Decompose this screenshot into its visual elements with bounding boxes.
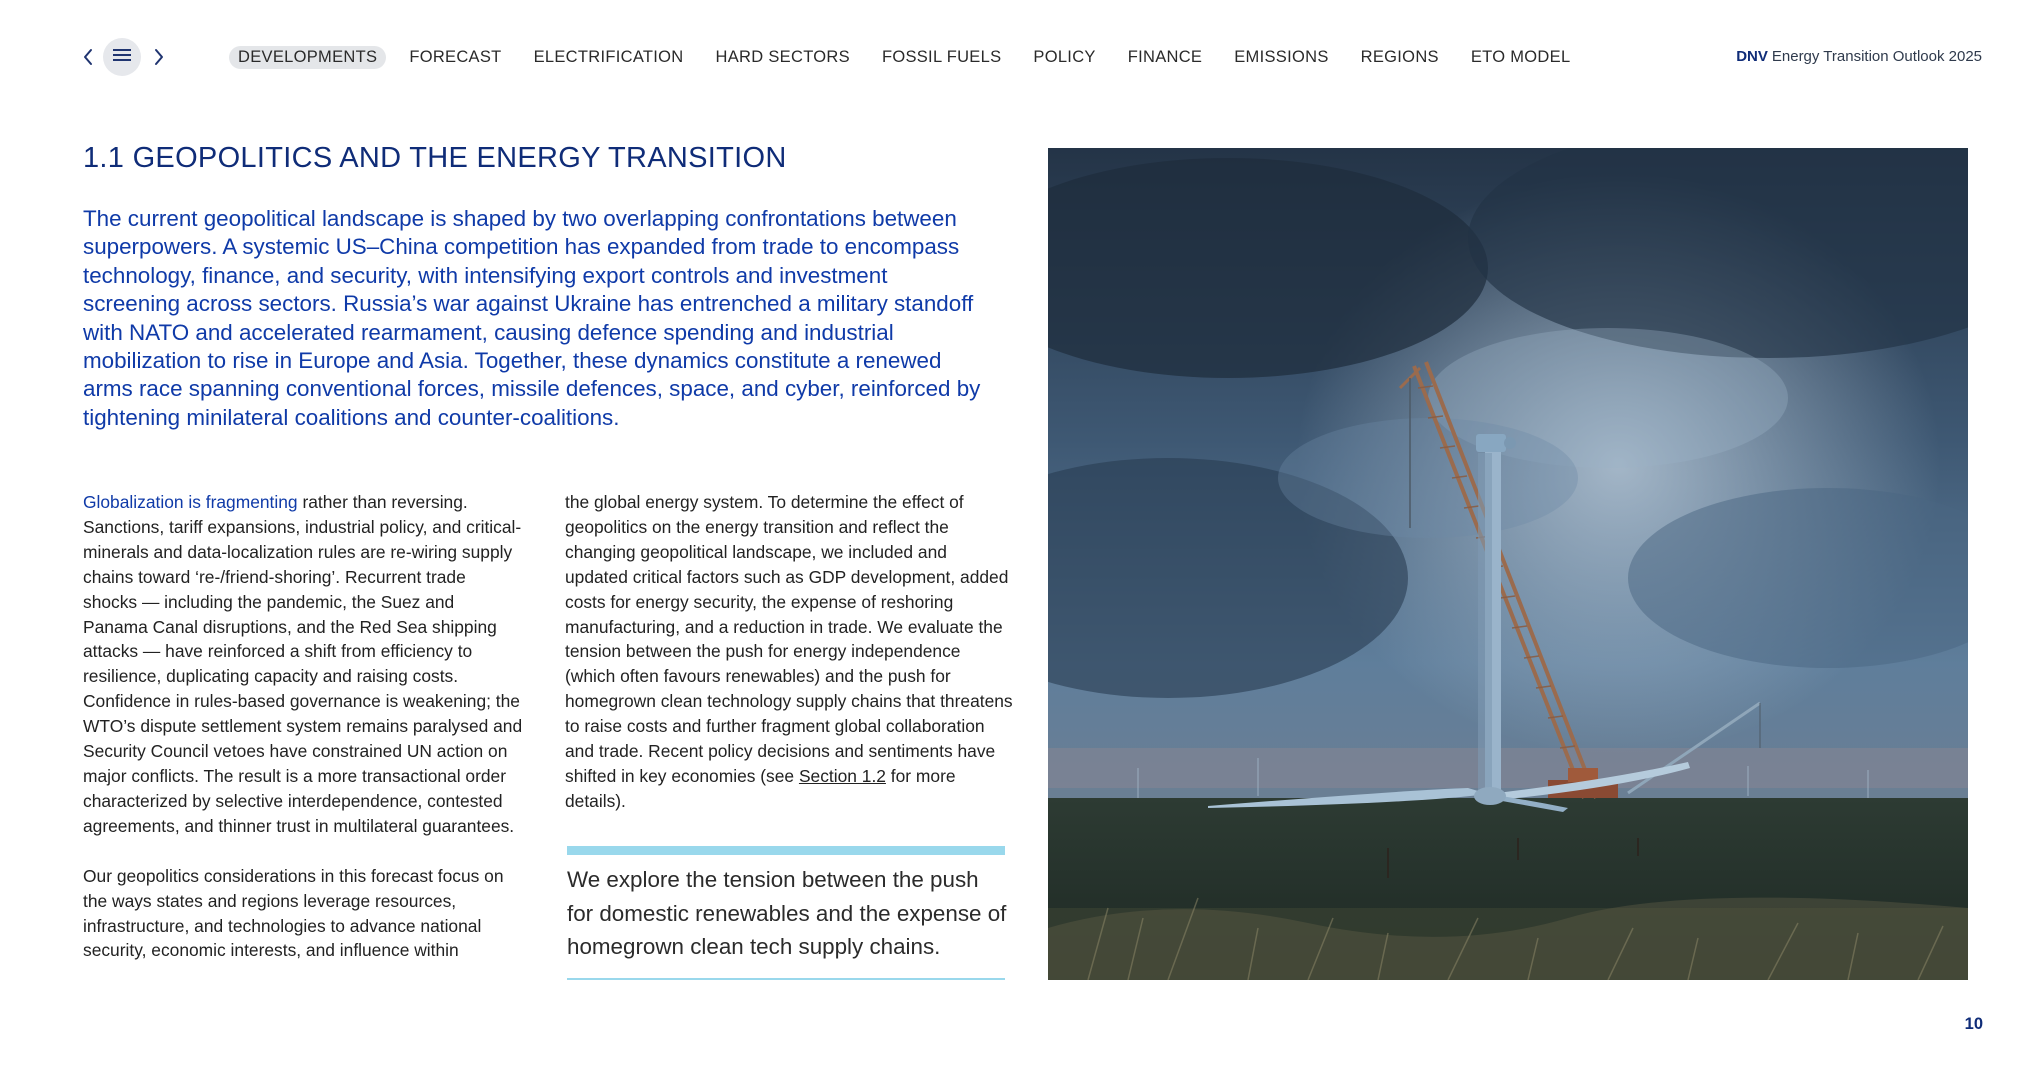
chevron-right-icon: [153, 48, 165, 66]
tab-developments[interactable]: DEVELOPMENTS: [229, 46, 386, 69]
body-column-left: [83, 490, 523, 963]
prev-page-button[interactable]: [75, 44, 101, 70]
chapter-tabs: [234, 44, 1593, 70]
quote-rule-top: [567, 846, 1005, 855]
paragraph-text: rather than reversing. Sanctions, tariff expansions, industrial policy, and critical-minerals and data-localization rules are re-wiring supply chains toward ‘re-/friend-shoring’. Recurrent trade shocks — including the pandemic, the Suez and Panama Canal disruptions, and the Red Sea shipping attacks — have reinforced a shift from efficiency to resilience, duplicating capacity and raising costs. Confidence in rules-based governance is weakening; the WTO’s dispute settlement system remains paralysed and Security Council vetoes have constrained UN action on major conflicts. The result is a more transactional order characterized by selective interdependence, contested agreements, and thinner trust in multilateral guarantees.: [83, 492, 523, 836]
tab-regions[interactable]: REGIONS: [1360, 47, 1439, 66]
menu-button[interactable]: [103, 38, 141, 76]
tab-hard-sectors[interactable]: HARD SECTORS: [715, 47, 850, 66]
publication-brand: [1736, 48, 1982, 65]
tab-fossil-fuels[interactable]: FOSSIL FUELS: [881, 47, 1002, 66]
tab-finance[interactable]: FINANCE: [1127, 47, 1203, 66]
section-title: 1.1 GEOPOLITICS AND THE ENERGY TRANSITION: [83, 142, 787, 174]
lead-paragraph: The current geopolitical landscape is shaped by two overlapping confrontations between superpowers. A systemic US–China competition has expanded from trade to encompass technology, finance, and security, with intensifying export controls and investment screening across sectors. Russia’s war against Ukraine has entrenched a military standoff with NATO and accelerated rearmament, causing defence spending and industrial mobilization to rise in Europe and Asia. Together, these dynamics constitute a renewed arms race spanning conventional forces, missile defences, space, and cyber, reinforced by tightening minilateral coalitions and counter-coalitions.: [83, 206, 981, 430]
page-number: 10: [1964, 1015, 1983, 1033]
paragraph-lead-in: Globalization is fragmenting: [83, 492, 298, 512]
brand-publication: Energy Transition Outlook 2025: [1771, 48, 1982, 65]
section-link[interactable]: Section 1.2: [798, 765, 886, 786]
wind-turbine-photo: [1048, 148, 1968, 980]
body-paragraph: [565, 490, 1013, 814]
tab-eto-model[interactable]: ETO MODEL: [1470, 47, 1571, 66]
quote-rule-bottom: [567, 978, 1005, 980]
tab-emissions[interactable]: EMISSIONS: [1234, 47, 1329, 66]
body-column-right: [565, 490, 1013, 814]
chevron-left-icon: [82, 48, 94, 66]
paragraph-text: the global energy system. To determine the effect of geopolitics on the energy transition and reflect the changing geopolitical landscape, we included and updated critical factors such as GDP development, added costs for energy security, the expense of reshoring manufacturing, and a reduction in trade. We evaluate the tension between the push for energy independence (which often favours renewables) and the push for homegrown clean technology supply chains that threatens to raise costs and further fragment global collaboration and trade. Recent policy decisions and sentiments have shifted in key economies (see: [565, 492, 1013, 786]
brand-company: DNV: [1736, 48, 1768, 65]
body-paragraph: Our geopolitics considerations in this forecast focus on the ways states and regions leverage resources, infrastructure, and technologies to advance national security, economic interests, and influence within: [83, 865, 504, 961]
hamburger-menu-icon: [113, 48, 131, 67]
tab-electrification[interactable]: ELECTRIFICATION: [533, 47, 684, 66]
body-paragraph: [83, 490, 523, 839]
pull-quote: We explore the tension between the push for domestic renewables and the expense of homegrown clean tech supply chains.: [567, 867, 1007, 959]
tab-policy[interactable]: POLICY: [1033, 47, 1096, 66]
paragraph-text-end: for more details).: [565, 765, 956, 811]
next-page-button[interactable]: [146, 44, 172, 70]
tab-forecast[interactable]: FORECAST: [409, 47, 502, 66]
